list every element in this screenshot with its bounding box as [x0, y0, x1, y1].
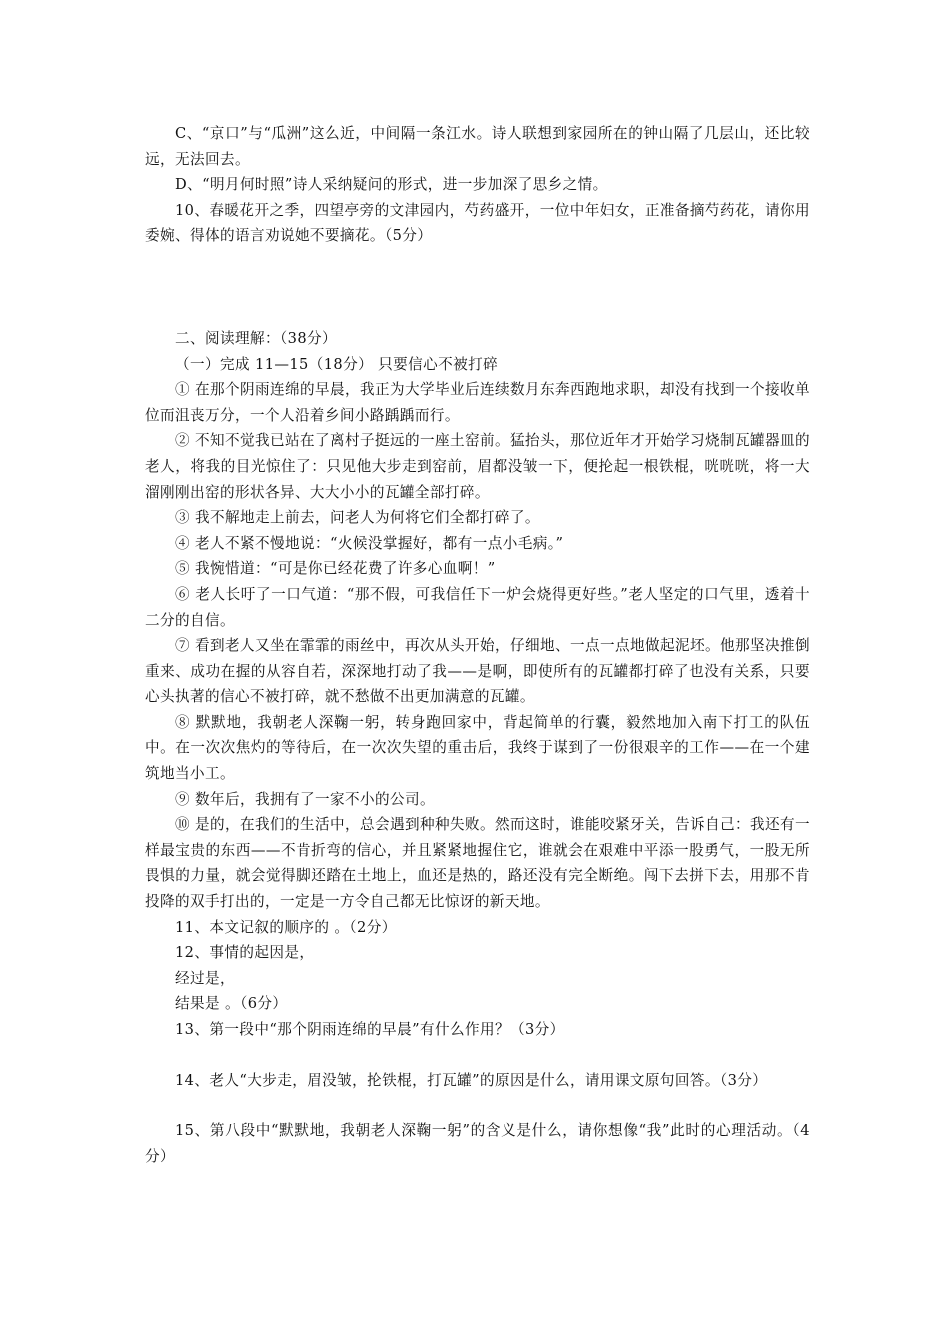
passage-paragraph: ② 不知不觉我已站在了离村子挺远的一座土窑前。猛抬头，那位近年才开始学习烧制瓦罐器皿的老人，将我的目光惊住了：只见他大步走到窑前，眉都没皱一下，便抡起一根铁棍，咣咣咣，将一大溜刚刚出窑的形状各异、大大小小的瓦罐全部打碎。 — [145, 432, 810, 501]
passage-paragraph: ⑤ 我惋惜道：“可是你已经花费了许多心血啊！” — [175, 560, 496, 578]
passage-paragraph: ① 在那个阴雨连绵的早晨，我正为大学毕业后连续数月东奔西跑地求职，却没有找到一个接收单位而沮丧万分，一个人沿着乡间小路踽踽而行。 — [145, 381, 810, 424]
option-d: D、“明月何时照”诗人采纳疑问的形式，进一步加深了思乡之情。 — [175, 176, 608, 194]
passage-paragraph: ④ 老人不紧不慢地说：“火候没掌握好，都有一点小毛病。” — [175, 534, 564, 552]
question-15: 15、第八段中“默默地，我朝老人深鞠一躬”的含义是什么，请你想像“我”此时的心理活动。（4分） — [145, 1122, 810, 1165]
document-page — [145, 121, 810, 1169]
part-title: （一）完成 11—15（18分） 只要信心不被打碎 — [175, 355, 499, 373]
passage-paragraph: ③ 我不解地走上前去，问老人为何将它们全都打碎了。 — [175, 509, 540, 527]
question-12-cause: 12、事情的起因是， — [175, 944, 315, 962]
passage-paragraph: ⑨ 数年后，我拥有了一家不小的公司。 — [175, 790, 435, 808]
question-14: 14、老人“大步走，眉没皱，抡铁棍，打瓦罐”的原因是什么，请用课文原句回答。（3分） — [175, 1071, 768, 1089]
passage-paragraph: ⑦ 看到老人又坐在霏霏的雨丝中，再次从头开始，仔细地、一点一点地做起泥坯。他那坚决推倒重来、成功在握的从容自若，深深地打动了我——是啊，即使所有的瓦罐都打碎了也没有关系，只要心头执著的信心不被打碎，就不愁做不出更加满意的瓦罐。 — [145, 637, 810, 706]
question-13: 13、第一段中“那个阴雨连绵的早晨”有什么作用？（3分） — [175, 1021, 565, 1038]
question-10: 10、春暖花开之季，四望亭旁的文津园内，芍药盛开，一位中年妇女，正准备摘芍药花，请你用委婉、得体的语言劝说她不要摘花。（5分） — [145, 201, 810, 245]
question-12-process: 经过是， — [175, 969, 235, 987]
option-c: C、“京口”与“瓜洲”这么近，中间隔一条江水。诗人联想到家园所在的钟山隔了几层山，还比较远，无法回去。 — [145, 125, 810, 168]
passage-paragraph: ⑥ 老人长吁了一口气道：“那不假，可我信任下一炉会烧得更好些。”老人坚定的口气里，透着十二分的自信。 — [145, 585, 810, 629]
question-12-result: 结果是 。（6分） — [175, 995, 288, 1013]
question-11: 11、本文记叙的顺序的 。（2分） — [175, 918, 397, 936]
answer-space — [145, 1043, 810, 1068]
section-heading: 二、阅读理解：（38分） — [175, 329, 338, 347]
answer-space — [145, 249, 810, 326]
passage-paragraph: ⑩ 是的，在我们的生活中，总会遇到种种失败。然而这时，谁能咬紧牙关，告诉自己：我还有一样最宝贵的东西——不肯折弯的信心，并且紧紧地握住它，谁就会在艰难中平添一股勇气，一股无所畏惧的力量，就会觉得脚还踏在土地上，血还是热的，路还没有完全断绝。闯下去拼下去，用那不肯投降的双手打出的，一定是一方令自己都无比惊讶的新天地。 — [145, 816, 810, 911]
passage-paragraph: ⑧ 默默地，我朝老人深鞠一躬，转身跑回家中，背起简单的行囊，毅然地加入南下打工的队伍中。在一次次焦灼的等待后，在一次次失望的重击后，我终于谋到了一份很艰辛的工作——在一个建筑地当小工。 — [145, 713, 810, 783]
answer-space — [145, 1093, 810, 1118]
